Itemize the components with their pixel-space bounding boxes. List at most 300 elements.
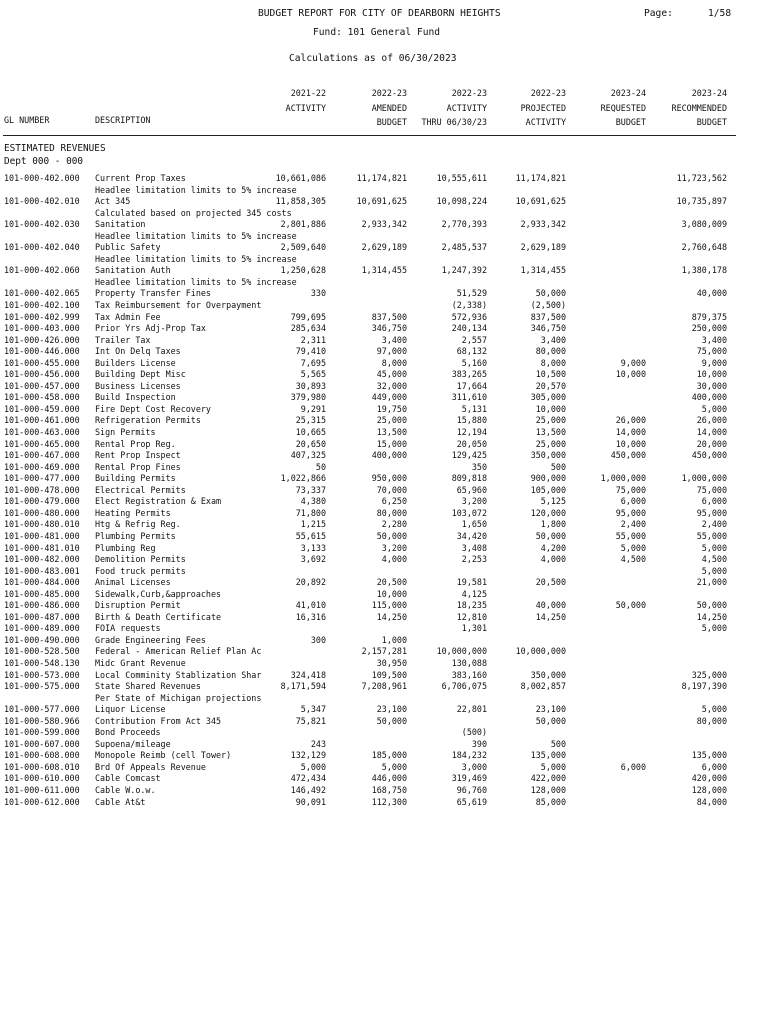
- cell-c1: 4,380: [300, 496, 326, 507]
- table-row: [0, 196, 768, 208]
- cell-gl: 101-000-607.000: [4, 738, 80, 749]
- table-row: [0, 427, 768, 439]
- cell-c1: 300: [310, 634, 326, 645]
- cell-c3: (500): [461, 727, 487, 738]
- cell-c3: 12,194: [456, 427, 487, 438]
- page-number: 1/58: [708, 8, 732, 19]
- cell-c6: 14,000: [696, 427, 727, 438]
- cell-c3: 129,425: [451, 450, 487, 461]
- cell-c2: 115,000: [371, 600, 407, 611]
- cell-c2: 7,208,961: [361, 681, 407, 692]
- cell-c3: 809,818: [451, 473, 487, 484]
- cell-c6: 1,000,000: [681, 473, 727, 484]
- header-line: 2022-23: [371, 88, 407, 98]
- cell-desc: Animal Licenses: [95, 577, 171, 588]
- cell-c6: 6,000: [701, 496, 727, 507]
- cell-desc: FOIA requests: [95, 623, 161, 634]
- cell-desc: Rental Prop Fines: [95, 461, 181, 472]
- cell-c4: 10,500: [535, 369, 566, 380]
- cell-desc: Public Safety: [95, 242, 161, 253]
- cell-c1: 11,858,305: [275, 196, 326, 207]
- cell-c1: 1,022,866: [280, 473, 326, 484]
- table-row: [0, 508, 768, 520]
- cell-c4: 40,000: [535, 600, 566, 611]
- cell-c3: 1,301: [461, 623, 487, 634]
- cell-c3: 1,650: [461, 519, 487, 530]
- header-line: 2023-24: [691, 88, 727, 98]
- cell-c4: 5,000: [540, 761, 566, 772]
- table-row: [0, 635, 768, 647]
- table-row: [0, 300, 768, 312]
- table-row: [0, 519, 768, 531]
- cell-c2: 837,500: [371, 311, 407, 322]
- cell-desc: Business Licenses: [95, 380, 181, 391]
- cell-gl: 101-000-485.000: [4, 588, 80, 599]
- table-row: [0, 173, 768, 185]
- cell-gl: 101-000-528.500: [4, 646, 80, 657]
- cell-c1: 75,821: [295, 715, 326, 726]
- cell-c1: 9,291: [300, 403, 326, 414]
- department-heading: Dept 000 - 000: [4, 156, 84, 167]
- cell-c6: 6,000: [701, 761, 727, 772]
- cell-c6: 14,250: [696, 611, 727, 622]
- header-line: AMENDED: [371, 102, 407, 113]
- cell-c4: 25,000: [535, 415, 566, 426]
- cell-c4: 135,000: [530, 750, 566, 761]
- cell-desc: Cable Comcast: [95, 773, 161, 784]
- cell-c2: 15,000: [376, 438, 407, 449]
- cell-desc: Brd Of Appeals Revenue: [95, 761, 206, 772]
- cell-gl: 101-000-599.000: [4, 727, 80, 738]
- header-line: REQUESTED: [600, 102, 646, 113]
- cell-c3: 184,232: [451, 750, 487, 761]
- cell-gl: 101-000-610.000: [4, 773, 80, 784]
- cell-c2: 97,000: [376, 346, 407, 357]
- cell-c4: 350,000: [530, 669, 566, 680]
- cell-desc: Local Comminity Stablization Shar: [95, 669, 262, 680]
- cell-c4: (2,500): [530, 300, 566, 311]
- table-row-note: [0, 231, 768, 243]
- cell-c6: 5,000: [701, 403, 727, 414]
- cell-gl: 101-000-463.000: [4, 427, 80, 438]
- cell-gl: 101-000-611.000: [4, 784, 80, 795]
- cell-c3: 3,200: [461, 496, 487, 507]
- table-row: [0, 369, 768, 381]
- cell-c1: 5,347: [300, 704, 326, 715]
- cell-desc: Sidewalk,Curb,&approaches: [95, 588, 222, 599]
- cell-c1: 1,215: [300, 519, 326, 530]
- cell-desc: Trailer Tax: [95, 334, 151, 345]
- header-divider: [3, 135, 736, 136]
- cell-c3: 2,770,393: [441, 219, 487, 230]
- cell-c3: 4,125: [461, 588, 487, 599]
- table-row: [0, 785, 768, 797]
- cell-c4: 8,002,857: [520, 681, 566, 692]
- cell-c5: 10,000: [615, 369, 646, 380]
- cell-c2: 6,250: [381, 496, 407, 507]
- cell-desc: Refrigeration Permits: [95, 415, 201, 426]
- cell-c1: 71,800: [295, 507, 326, 518]
- header-line: BUDGET: [376, 117, 407, 127]
- cell-c4: 50,000: [535, 530, 566, 541]
- cell-c3: 65,619: [456, 796, 487, 807]
- cell-c2: 8,000: [381, 357, 407, 368]
- cell-c2: 168,750: [371, 784, 407, 795]
- cell-gl: 101-000-490.000: [4, 634, 80, 645]
- cell-gl: 101-000-608.010: [4, 761, 80, 772]
- cell-desc: Act 345: [95, 196, 131, 207]
- cell-c3: 5,131: [461, 403, 487, 414]
- cell-c3: 1,247,392: [441, 265, 487, 276]
- cell-desc: Electrical Permits: [95, 484, 186, 495]
- cell-c2: 13,500: [376, 427, 407, 438]
- cell-c2: 30,950: [376, 657, 407, 668]
- cell-c4: 305,000: [530, 392, 566, 403]
- table-row: [0, 727, 768, 739]
- cell-gl: 101-000-402.000: [4, 173, 80, 183]
- cell-c4: 346,750: [530, 323, 566, 334]
- table-row-note: [0, 693, 768, 705]
- cell-c1: 243: [310, 738, 326, 749]
- cell-c3: 19,581: [456, 577, 487, 588]
- cell-c4: 20,500: [535, 577, 566, 588]
- cell-c6: 84,000: [696, 796, 727, 807]
- cell-c6: 5,000: [701, 704, 727, 715]
- section-heading: ESTIMATED REVENUES: [4, 143, 106, 154]
- cell-c2: 112,300: [371, 796, 407, 807]
- cell-c5: 26,000: [615, 415, 646, 426]
- cell-c1: 379,980: [290, 392, 326, 403]
- cell-c4: 837,500: [530, 311, 566, 322]
- table-row: [0, 473, 768, 485]
- cell-desc: Monopole Reimb (cell Tower): [95, 750, 232, 761]
- cell-gl: 101-000-548.130: [4, 657, 80, 668]
- cell-c3: 3,000: [461, 761, 487, 772]
- cell-c4: 2,933,342: [520, 219, 566, 230]
- cell-c4: 80,000: [535, 346, 566, 357]
- cell-c6: 128,000: [691, 784, 727, 795]
- table-row-note: [0, 277, 768, 289]
- cell-c6: 26,000: [696, 415, 727, 426]
- cell-gl: 101-000-612.000: [4, 796, 80, 807]
- header-line: THRU 06/30/23: [421, 117, 487, 127]
- cell-gl: 101-000-478.000: [4, 484, 80, 495]
- cell-desc: Contribution From Act 345: [95, 715, 222, 726]
- cell-c2: 346,750: [371, 323, 407, 334]
- cell-gl: 101-000-456.000: [4, 369, 80, 380]
- cell-c4: 1,800: [540, 519, 566, 530]
- column-header-requested-budget: [601, 86, 646, 130]
- cell-c3: 383,160: [451, 669, 487, 680]
- cell-desc: Building Permits: [95, 473, 176, 484]
- cell-c1: 10,661,086: [275, 173, 326, 183]
- table-row: [0, 739, 768, 751]
- header-line: ACTIVITY: [525, 117, 566, 127]
- cell-gl: 101-000-455.000: [4, 357, 80, 368]
- cell-c2: 2,629,189: [361, 242, 407, 253]
- table-row: [0, 531, 768, 543]
- cell-c2: 19,750: [376, 403, 407, 414]
- cell-c1: 407,325: [290, 450, 326, 461]
- table-row: [0, 404, 768, 416]
- cell-desc: Demolition Permits: [95, 554, 186, 565]
- cell-desc: Grade Engineering Fees: [95, 634, 206, 645]
- cell-gl: 101-000-465.000: [4, 438, 80, 449]
- cell-c3: 10,098,224: [436, 196, 487, 207]
- cell-c6: 10,000: [696, 369, 727, 380]
- table-row: [0, 381, 768, 393]
- cell-gl: 101-000-402.040: [4, 242, 80, 253]
- table-row: [0, 762, 768, 774]
- table-row-note: [0, 185, 768, 197]
- cell-desc: Bond Proceeds: [95, 727, 161, 738]
- header-line: 2023-24: [610, 88, 646, 98]
- cell-c2: 950,000: [371, 473, 407, 484]
- table-row: [0, 589, 768, 601]
- cell-c2: 2,157,281: [361, 646, 407, 657]
- cell-gl: 101-000-402.010: [4, 196, 80, 207]
- cell-gl: 101-000-402.060: [4, 265, 80, 276]
- cell-c4: 20,570: [535, 380, 566, 391]
- cell-c6: 2,760,648: [681, 242, 727, 253]
- cell-c2: 80,000: [376, 507, 407, 518]
- cell-c2: 70,000: [376, 484, 407, 495]
- header-line: PROJECTED: [520, 102, 566, 113]
- cell-c2: 446,000: [371, 773, 407, 784]
- cell-c4: 1,314,455: [520, 265, 566, 276]
- cell-c2: 2,933,342: [361, 219, 407, 230]
- table-row: [0, 681, 768, 693]
- cell-desc: Building Dept Misc: [95, 369, 186, 380]
- cell-c6: 50,000: [696, 600, 727, 611]
- cell-c6: 10,735,897: [676, 196, 727, 207]
- column-header-recommended-budget: [672, 86, 727, 130]
- cell-desc: Headlee limitation limits to 5% increase: [95, 253, 297, 264]
- table-row: [0, 600, 768, 612]
- cell-c4: 120,000: [530, 507, 566, 518]
- cell-c3: 68,132: [456, 346, 487, 357]
- table-row: [0, 623, 768, 635]
- cell-c3: 22,801: [456, 704, 487, 715]
- cell-c4: 11,174,821: [515, 173, 566, 183]
- cell-c5: 2,400: [620, 519, 646, 530]
- table-row: [0, 312, 768, 324]
- cell-c4: 350,000: [530, 450, 566, 461]
- table-row: [0, 346, 768, 358]
- cell-desc: Food truck permits: [95, 565, 186, 576]
- cell-c3: 130,088: [451, 657, 487, 668]
- table-row: [0, 612, 768, 624]
- cell-c3: 34,420: [456, 530, 487, 541]
- cell-c2: 5,000: [381, 761, 407, 772]
- cell-c6: 55,000: [696, 530, 727, 541]
- cell-c6: 11,723,562: [676, 173, 727, 183]
- cell-c1: 16,316: [295, 611, 326, 622]
- cell-c1: 330: [310, 288, 326, 299]
- table-row: [0, 797, 768, 809]
- cell-c1: 20,650: [295, 438, 326, 449]
- cell-desc: State Shared Revenues: [95, 681, 201, 692]
- cell-c1: 146,492: [290, 784, 326, 795]
- cell-c1: 799,695: [290, 311, 326, 322]
- cell-c2: 1,000: [381, 634, 407, 645]
- cell-desc: Per State of Michigan projections: [95, 692, 262, 703]
- cell-gl: 101-000-458.000: [4, 392, 80, 403]
- table-row: [0, 219, 768, 231]
- cell-gl: 101-000-580.966: [4, 715, 80, 726]
- table-row: [0, 265, 768, 277]
- cell-c4: 900,000: [530, 473, 566, 484]
- header-line: 2021-22: [290, 88, 326, 98]
- cell-c1: 5,565: [300, 369, 326, 380]
- table-row: [0, 485, 768, 497]
- column-header-gl-number: GL NUMBER: [4, 115, 50, 125]
- cell-c3: 12,810: [456, 611, 487, 622]
- cell-gl: 101-000-459.000: [4, 403, 80, 414]
- cell-desc: Supoena/mileage: [95, 738, 171, 749]
- cell-c5: 1,000,000: [600, 473, 646, 484]
- cell-c4: 422,000: [530, 773, 566, 784]
- cell-c6: 325,000: [691, 669, 727, 680]
- cell-gl: 101-000-481.000: [4, 530, 80, 541]
- cell-c6: 400,000: [691, 392, 727, 403]
- cell-c4: 10,000,000: [515, 646, 566, 657]
- table-row: [0, 670, 768, 682]
- cell-c1: 79,410: [295, 346, 326, 357]
- cell-gl: 101-000-402.030: [4, 219, 80, 230]
- cell-desc: Builders License: [95, 357, 176, 368]
- cell-c2: 10,691,625: [356, 196, 407, 207]
- cell-c2: 32,000: [376, 380, 407, 391]
- table-row: [0, 288, 768, 300]
- cell-c1: 2,801,886: [280, 219, 326, 230]
- cell-c6: 3,080,009: [681, 219, 727, 230]
- cell-c3: 65,960: [456, 484, 487, 495]
- page-label: Page:: [644, 8, 673, 19]
- table-row: [0, 750, 768, 762]
- cell-c1: 285,634: [290, 323, 326, 334]
- cell-c2: 20,500: [376, 577, 407, 588]
- cell-desc: Disruption Permit: [95, 600, 181, 611]
- cell-c4: 25,000: [535, 438, 566, 449]
- report-title: BUDGET REPORT FOR CITY OF DEARBORN HEIGHTS: [258, 8, 501, 19]
- cell-c4: 14,250: [535, 611, 566, 622]
- cell-c2: 4,000: [381, 554, 407, 565]
- cell-c4: 85,000: [535, 796, 566, 807]
- cell-c5: 9,000: [620, 357, 646, 368]
- cell-c3: 15,880: [456, 415, 487, 426]
- cell-c6: 2,400: [701, 519, 727, 530]
- cell-gl: 101-000-481.010: [4, 542, 80, 553]
- cell-c2: 400,000: [371, 450, 407, 461]
- cell-c2: 50,000: [376, 530, 407, 541]
- cell-c2: 10,000: [376, 588, 407, 599]
- cell-desc: Tax Admin Fee: [95, 311, 161, 322]
- cell-c6: 420,000: [691, 773, 727, 784]
- table-row-note: [0, 208, 768, 220]
- cell-c4: 50,000: [535, 715, 566, 726]
- cell-c2: 50,000: [376, 715, 407, 726]
- cell-c3: 350: [471, 461, 487, 472]
- cell-c6: 75,000: [696, 484, 727, 495]
- header-line: BUDGET: [615, 117, 646, 127]
- table-row-note: [0, 254, 768, 266]
- cell-c2: 2,280: [381, 519, 407, 530]
- cell-c1: 3,133: [300, 542, 326, 553]
- cell-c1: 25,315: [295, 415, 326, 426]
- cell-c1: 472,434: [290, 773, 326, 784]
- cell-c2: 11,174,821: [356, 173, 407, 183]
- cell-c4: 105,000: [530, 484, 566, 495]
- cell-desc: Sanitation: [95, 219, 146, 230]
- column-header-2021-22-activity: [286, 86, 326, 115]
- table-row: [0, 242, 768, 254]
- cell-c3: 383,265: [451, 369, 487, 380]
- cell-c4: 13,500: [535, 427, 566, 438]
- cell-c3: 17,664: [456, 380, 487, 391]
- header-line: 2022-23: [451, 88, 487, 98]
- cell-c2: 1,314,455: [361, 265, 407, 276]
- cell-desc: Sign Permits: [95, 427, 156, 438]
- cell-c3: 3,408: [461, 542, 487, 553]
- cell-c2: 449,000: [371, 392, 407, 403]
- cell-c2: 23,100: [376, 704, 407, 715]
- cell-desc: Heating Permits: [95, 507, 171, 518]
- cell-c4: 4,000: [540, 554, 566, 565]
- cell-gl: 101-000-426.000: [4, 334, 80, 345]
- cell-gl: 101-000-403.000: [4, 323, 80, 334]
- cell-desc: Cable At&t: [95, 796, 146, 807]
- cell-gl: 101-000-482.000: [4, 554, 80, 565]
- cell-c2: 3,400: [381, 334, 407, 345]
- cell-desc: Current Prop Taxes: [95, 173, 186, 183]
- cell-desc: Rent Prop Inspect: [95, 450, 181, 461]
- cell-gl: 101-000-402.999: [4, 311, 80, 322]
- cell-c6: 40,000: [696, 288, 727, 299]
- column-header-amended-budget: [372, 86, 407, 130]
- cell-c1: 324,418: [290, 669, 326, 680]
- cell-c4: 8,000: [540, 357, 566, 368]
- cell-c2: 25,000: [376, 415, 407, 426]
- cell-desc: Liquor License: [95, 704, 166, 715]
- cell-c1: 7,695: [300, 357, 326, 368]
- table-row: [0, 496, 768, 508]
- cell-c1: 55,615: [295, 530, 326, 541]
- cell-desc: Headlee limitation limits to 5% increase: [95, 276, 297, 287]
- cell-c4: 5,125: [540, 496, 566, 507]
- cell-gl: 101-000-477.000: [4, 473, 80, 484]
- cell-c6: 8,197,390: [681, 681, 727, 692]
- cell-c5: 95,000: [615, 507, 646, 518]
- table-row: [0, 716, 768, 728]
- cell-c3: 10,000,000: [436, 646, 487, 657]
- cell-c3: 103,072: [451, 507, 487, 518]
- cell-c6: 250,000: [691, 323, 727, 334]
- cell-c6: 5,000: [701, 623, 727, 634]
- table-row: [0, 658, 768, 670]
- cell-c4: 2,629,189: [520, 242, 566, 253]
- cell-c5: 50,000: [615, 600, 646, 611]
- cell-c6: 75,000: [696, 346, 727, 357]
- cell-gl: 101-000-608.000: [4, 750, 80, 761]
- cell-c2: 185,000: [371, 750, 407, 761]
- table-row: [0, 646, 768, 658]
- cell-desc: Elect Registration & Exam: [95, 496, 222, 507]
- cell-desc: Birth & Death Certificate: [95, 611, 222, 622]
- cell-c3: 319,469: [451, 773, 487, 784]
- cell-c5: 10,000: [615, 438, 646, 449]
- header-line: BUDGET: [696, 117, 727, 127]
